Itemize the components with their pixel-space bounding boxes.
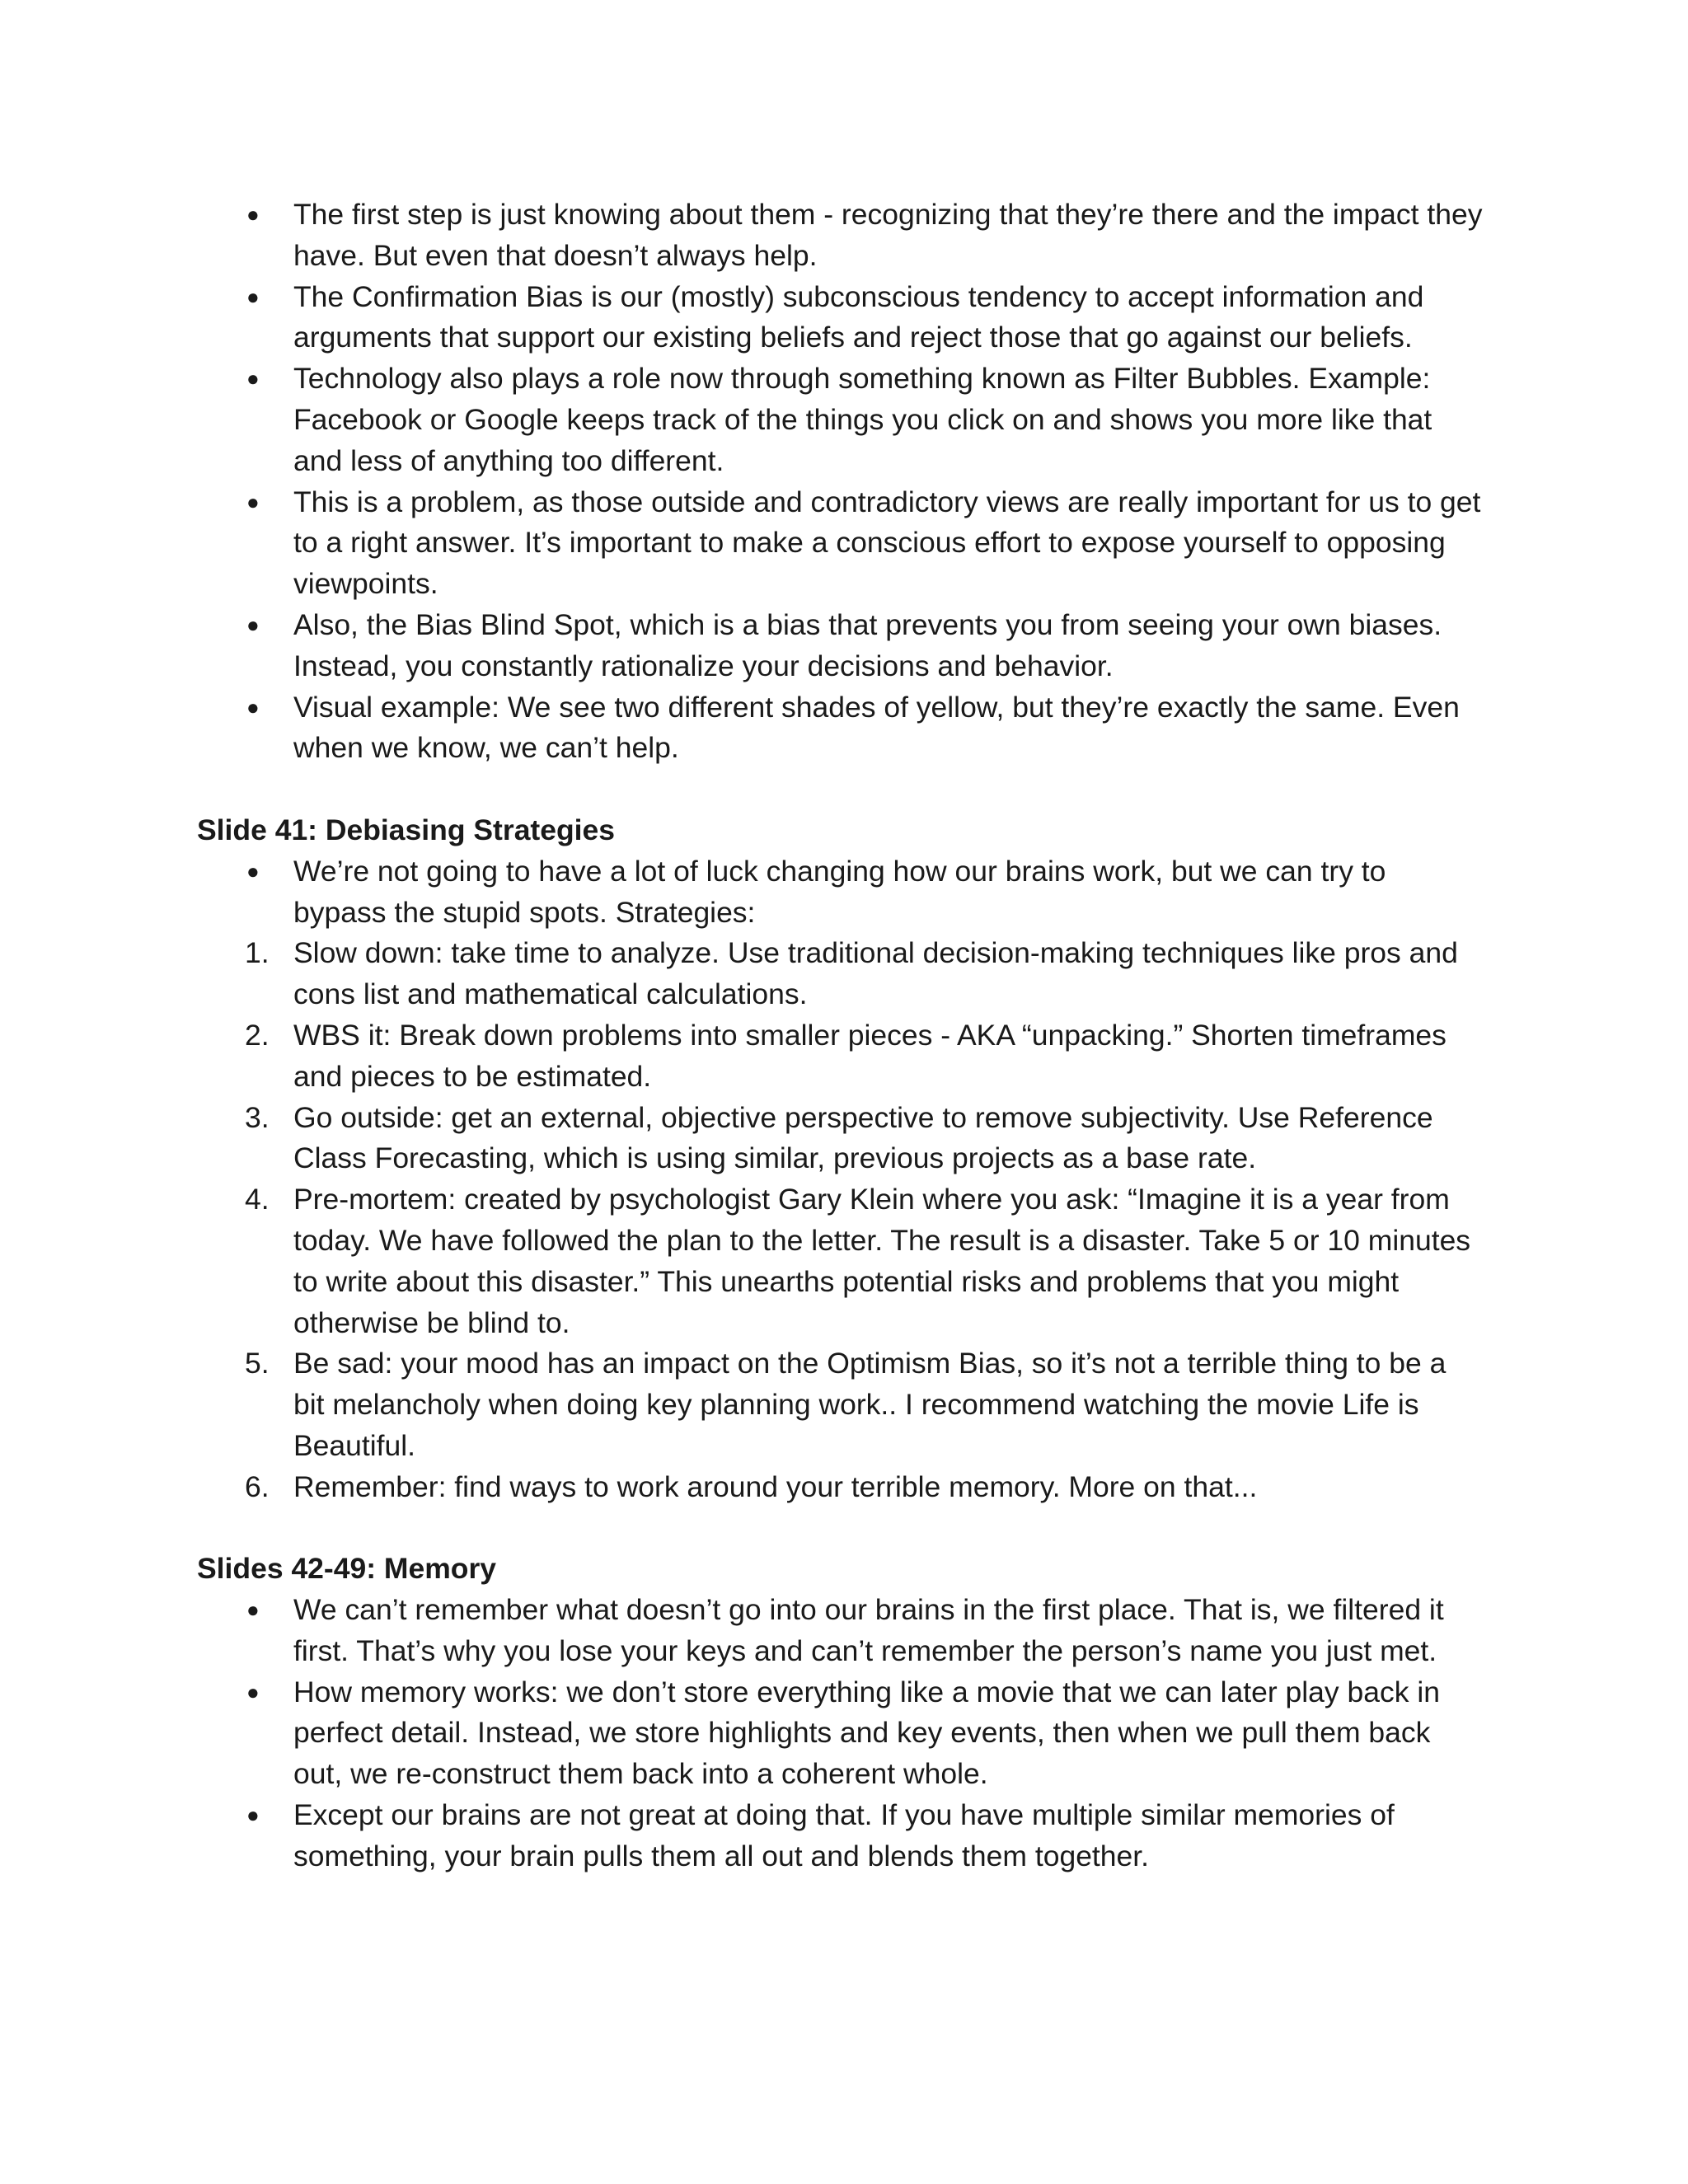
list-item-text: We can’t remember what doesn’t go into our brains in the first place. That is, we filtered it first. That’s why you lose your keys and can’t remember the person’s name you just met. (293, 1593, 1444, 1667)
item-number: 5. (245, 1347, 270, 1380)
list-item (197, 277, 1483, 359)
spacer (197, 1508, 1483, 1549)
bullet-icon: ● (246, 202, 260, 227)
bullet-icon: ● (246, 366, 260, 391)
list-item-text: Visual example: We see two different shades of yellow, but they’re exactly the same. Even when we know, we can’t help. (293, 690, 1460, 765)
item-number: 6. (245, 1469, 270, 1503)
bullet-icon: ● (246, 858, 260, 883)
debiasing-strategies-list (197, 933, 1483, 1507)
numbered-item-text: Pre-mortem: created by psychologist Gary Klein where you ask: “Imagine it is a year from today. We have followed the plan to the letter. The result is a disaster. Take 5 or 10 minutes to write about this disaster.” This unearths potential risks and problems that you might otherwise be blind to. (293, 1183, 1471, 1339)
list-item (197, 851, 1483, 934)
numbered-item (197, 1467, 1483, 1508)
numbered-item-text: Slow down: take time to analyze. Use traditional decision-making techniques like pros and cons list and mathematical calculations. (293, 936, 1458, 1011)
slide41-bullet-list (197, 851, 1483, 934)
item-number: 1. (245, 936, 270, 970)
list-item-text: Also, the Bias Blind Spot, which is a bias that prevents you from seeing your own biases. Instead, you constantly rationalize your decisions and behavior. (293, 607, 1442, 682)
list-item (197, 605, 1483, 687)
list-item (197, 194, 1483, 277)
bullet-icon: ● (246, 1802, 260, 1828)
list-item-text: How memory works: we don’t store everything like a movie that we can later play back in perfect detail. Instead, we store highlights and key events, then when we pull them back out, we re-construct them back into a coherent whole. (293, 1675, 1441, 1791)
list-item-text: The Confirmation Bias is our (mostly) subconscious tendency to accept information and arguments that support our existing beliefs and reject those that go against our beliefs. (293, 279, 1424, 354)
list-item (197, 482, 1483, 605)
spacer (197, 769, 1483, 810)
list-item-text: Technology also plays a role now through something known as Filter Bubbles. Example: Facebook or Google keeps track of the things you click on and shows you more like that and less of anything too different. (293, 362, 1432, 477)
numbered-item (197, 933, 1483, 1015)
list-item-text: We’re not going to have a lot of luck changing how our brains work, but we can try to bypass the stupid spots. Strategies: (293, 854, 1386, 929)
numbered-item-text: Go outside: get an external, objective perspective to remove subjectivity. Use Reference Class Forecasting, which is using similar, previous projects as a base rate. (293, 1100, 1433, 1175)
list-item (197, 687, 1483, 770)
bullet-icon: ● (246, 694, 260, 719)
list-item-text: The first step is just knowing about them - recognizing that they’re there and the impact they have. But even that doesn’t always help. (293, 198, 1483, 272)
list-item (197, 1590, 1483, 1672)
bullet-icon: ● (246, 612, 260, 637)
section-heading-slide-41: Slide 41: Debiasing Strategies (197, 813, 616, 846)
numbered-item (197, 1098, 1483, 1180)
item-number: 3. (245, 1100, 270, 1134)
bullet-icon: ● (246, 489, 260, 514)
bullet-icon: ● (246, 284, 260, 309)
numbered-item (197, 1179, 1483, 1343)
numbered-item (197, 1015, 1483, 1098)
item-number: 2. (245, 1018, 270, 1052)
numbered-item-text: Remember: find ways to work around your terrible memory. More on that... (293, 1469, 1258, 1503)
list-item (197, 359, 1483, 481)
section-heading-slides-42-49: Slides 42-49: Memory (197, 1552, 497, 1586)
numbered-item (197, 1343, 1483, 1466)
memory-bullet-list (197, 1590, 1483, 1877)
list-item (197, 1672, 1483, 1795)
document-page (197, 194, 1483, 1877)
bullet-icon: ● (246, 1679, 260, 1704)
list-item-text: Except our brains are not great at doing that. If you have multiple similar memories of something, your brain pulls them all out and blends them together. (293, 1798, 1395, 1872)
list-item-text: This is a problem, as those outside and contradictory views are really important for us to get to a right answer. It’s important to make a conscious effort to expose yourself to opposing viewpoints. (293, 485, 1481, 601)
bullet-icon: ● (246, 1597, 260, 1623)
intro-bullet-list (197, 194, 1483, 769)
item-number: 4. (245, 1183, 270, 1216)
numbered-item-text: WBS it: Break down problems into smaller pieces - AKA “unpacking.” Shorten timeframes and pieces to be estimated. (293, 1018, 1447, 1093)
numbered-item-text: Be sad: your mood has an impact on the Optimism Bias, so it’s not a terrible thing to be a bit melancholy when doing key planning work.. I recommend watching the movie Life is Beautiful. (293, 1347, 1447, 1462)
list-item (197, 1795, 1483, 1877)
